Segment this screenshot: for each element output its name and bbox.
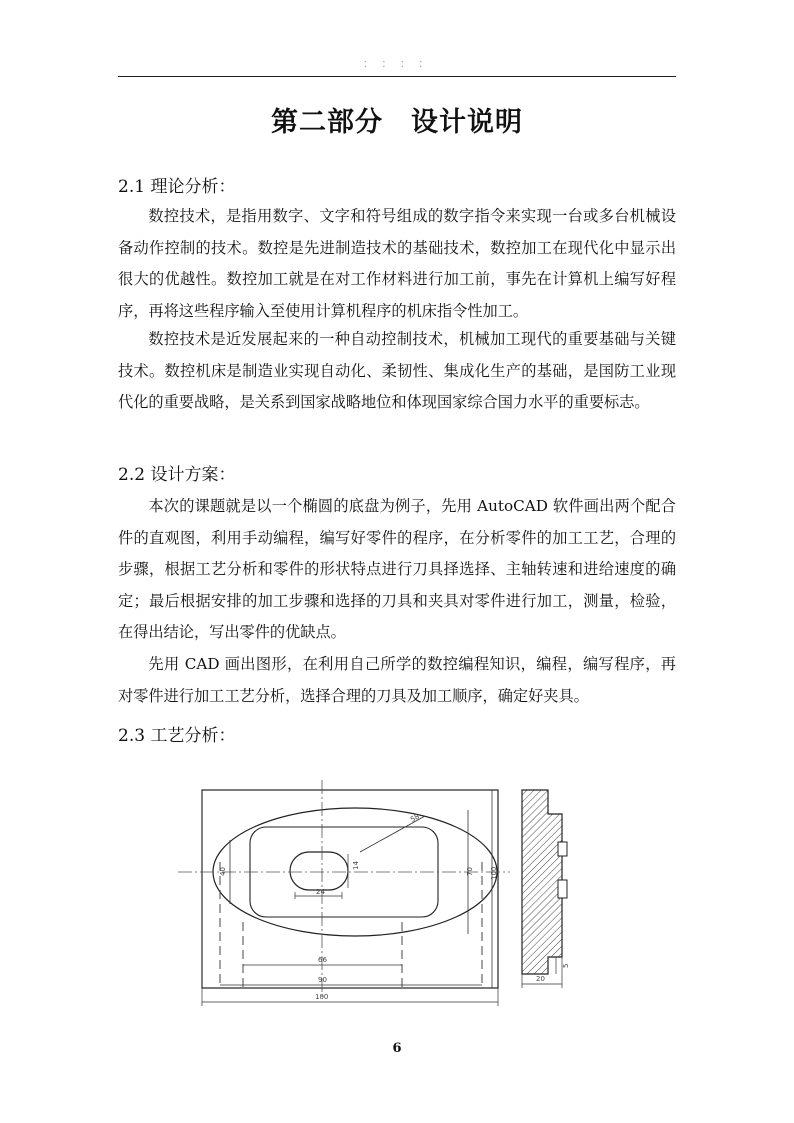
dim-width-66: 66 (318, 956, 327, 964)
dim-left-height: 40 (219, 867, 227, 876)
paragraph-2-1-b: 数控技术是近发展起来的一种自动控制技术，机械加工现代的重要基础与关键技术。数控机床是制造业实现自动化、柔韧性、集成化生产的基础，是国防工业现代化的重要战略，是关系到国家战略地位和体现国家综合国力水平的重要标志。 (118, 330, 676, 411)
paragraph-2-2-b: 先用 CAD 画出图形，在利用自己所学的数控编程知识，编程，编写程序，再对零件进行加工工艺分析，选择合理的刀具及加工顺序，确定好夹具。 (118, 655, 676, 705)
center-slot (290, 852, 348, 890)
dim-height-100: 100 (490, 866, 498, 880)
running-header: ： ： ： ： (362, 57, 432, 70)
page-title: 第二部分 设计说明 (271, 107, 523, 138)
dim-width-90: 90 (318, 976, 327, 984)
dim-width-100: 100 (315, 993, 329, 1001)
section-view (522, 790, 570, 988)
part-drawing (170, 772, 600, 1012)
dim-depth-5: 5 (562, 963, 570, 968)
dim-slot-height: 14 (352, 861, 360, 870)
dim-radius: 58 (409, 812, 421, 824)
section-heading-2-2: 2.2 设计方案： (118, 465, 236, 485)
dim-height-70: 70 (466, 867, 474, 876)
header-rule (118, 76, 676, 77)
dim-slot-width: 24 (316, 888, 325, 896)
outer-boundary (202, 790, 498, 988)
paragraph-2-1-a: 数控技术，是指用数字、文字和符号组成的数字指令来实现一台或多台机械设备动作控制的技术。数控是先进制造技术的基础技术，数控加工在现代化中显示出很大的优越性。数控加工就是在对工作材料进行加工前，事先在计算机上编写好程序，再将这些程序输入至使用计算机程序的机床指令性加工。 (118, 207, 676, 320)
section-heading-2-3: 2.3 工艺分析： (118, 726, 236, 746)
section-heading-2-1: 2.1 理论分析： (118, 177, 236, 197)
page-number: 6 (392, 1041, 402, 1056)
paragraph-2-2-a: 本次的课题就是以一个椭圆的底盘为例子，先用 AutoCAD 软件画出两个配合件的直观图，利用手动编程，编写好零件的程序，在分析零件的加工工艺，合理的步骤，根据工艺分析和零件的形状特点进行刀具择选择、主轴转速和进给速度的确定；最后根据安排的加工步骤和选择的刀具和夹具对零件进行加工，测量，检验，在得出结论，写出零件的优缺点。 (118, 497, 676, 641)
dim-thickness-20: 20 (536, 975, 545, 983)
